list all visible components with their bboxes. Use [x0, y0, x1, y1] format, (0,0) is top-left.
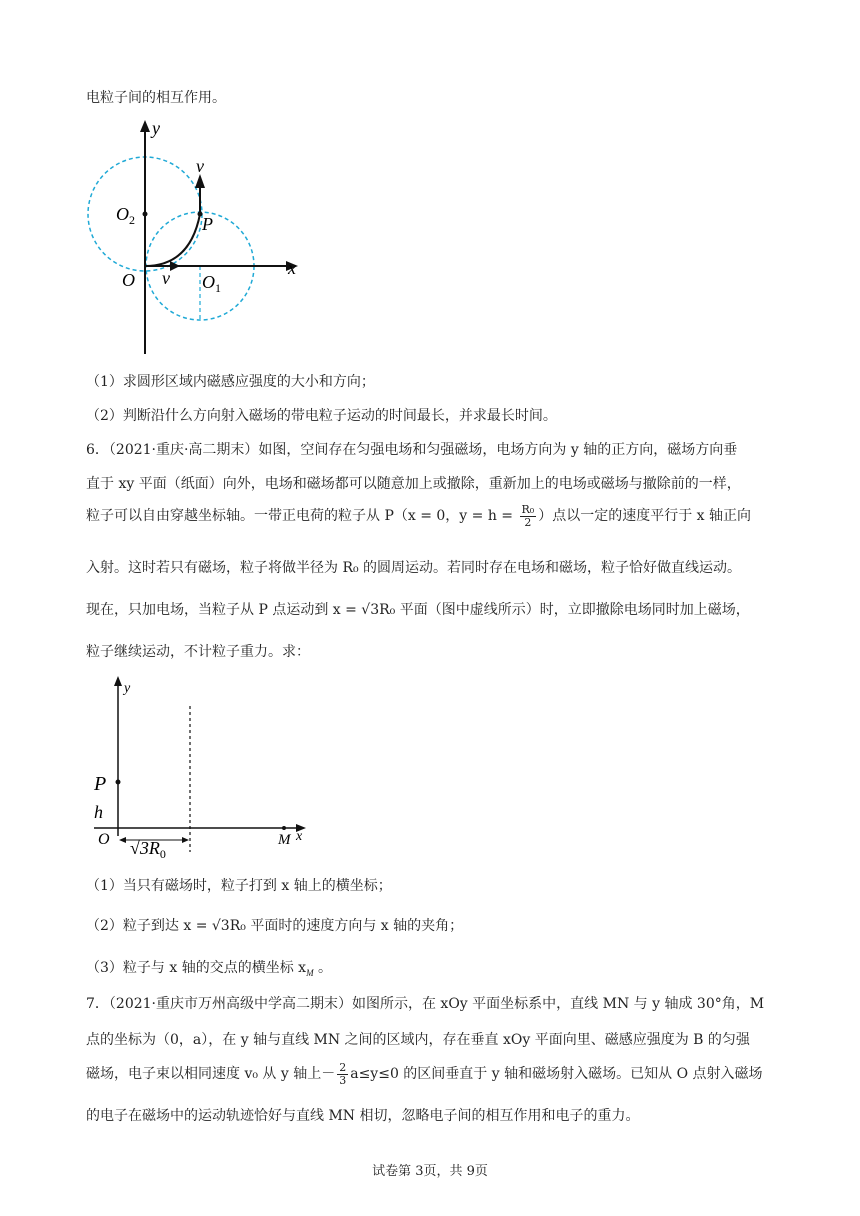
q7-line2: 点的坐标为（0，a），在 y 轴与直线 MN 之间的区域内，存在垂直 xOy 平面向里、磁感应强度为 B 的匀强 — [86, 1032, 750, 1048]
distance-arrow-left — [119, 837, 126, 843]
q6-sub2: （2）粒子到达 x = √3R₀ 平面时的速度方向与 x 轴的夹角； — [86, 918, 464, 934]
label-m: M — [278, 832, 291, 848]
y-arrow-head — [114, 676, 122, 686]
label-x: x — [288, 258, 296, 278]
label-o1: $O_1$ — [202, 272, 221, 295]
point-p — [116, 780, 121, 785]
q6-line5: 现在，只加电场，当粒子从 P 点运动到 x = √3R₀ 平面（图中虚线所示）时，立即撤除电场同时加上磁场， — [86, 602, 750, 618]
distance-arrow-right — [182, 837, 189, 843]
q7-line4: 的电子在磁场中的运动轨迹恰好与直线 MN 相切，忽略电子间的相互作用和电子的重力。 — [86, 1108, 640, 1124]
q6-line3 — [86, 502, 751, 530]
q6-line6: 粒子继续运动，不计粒子重力。求： — [86, 644, 310, 660]
q7-line1: 7．（2021·重庆市万州高级中学高二期末）如图所示，在 xOy 平面坐标系中，直线 MN 与 y 轴成 30°角，M — [86, 996, 765, 1012]
label-x: x — [296, 829, 303, 844]
label-v-top: v — [196, 156, 204, 176]
label-p: P — [94, 773, 107, 795]
continuation-text: 电粒子间的相互作用。 — [86, 90, 226, 106]
q5-sub1: （1）求圆形区域内磁感应强度的大小和方向； — [86, 374, 375, 390]
q6-line3-b: ）点以一定的速度平行于 x 轴正向 — [538, 508, 751, 524]
figure-field-region — [86, 672, 326, 862]
q6-line4: 入射。这时若只有磁场，粒子将做半径为 R₀ 的圆周运动。若同时存在电场和磁场，粒子恰好做直线运动。 — [86, 560, 742, 576]
fraction-r0-over-2: $\frac{\text{R₀}}{2}$ — [521, 502, 535, 529]
label-o: O — [122, 270, 135, 290]
label-p: P — [202, 214, 213, 234]
label-y: y — [124, 681, 131, 696]
fraction-2-over-3: $\frac{2}{3}$ — [339, 1060, 347, 1087]
point-m — [282, 826, 286, 830]
label-distance: $√3R_0$ — [130, 838, 166, 861]
trajectory-arc — [145, 186, 200, 266]
trajectory-arrow-head — [195, 174, 205, 188]
label-v-bottom: v — [162, 268, 170, 288]
q7-line3: 磁场，电子束以相同速度 v₀ 从 y 轴上－ $\frac{2}{3}$ a≤y≤0 的区间垂直于 y 轴和磁场射入磁场。已知从 O 点射入磁场 — [86, 1060, 763, 1087]
label-h: h — [94, 802, 103, 822]
q6-sub1: （1）当只有磁场时，粒子打到 x 轴上的横坐标； — [86, 878, 392, 894]
label-o: O — [98, 831, 110, 848]
q6-sub3: （3）粒子与 x 轴的交点的横坐标 $x_M$ 。 — [86, 960, 333, 978]
q5-sub2: （2）判断沿什么方向射入磁场的带电粒子运动的时间最长，并求最长时间。 — [86, 408, 557, 424]
q6-line3-a: 粒子可以自由穿越坐标轴。一带正电荷的粒子从 P（x = 0，y = h = — [86, 508, 518, 524]
point-o2 — [143, 212, 148, 217]
q6-line2: 直于 xy 平面（纸面）向外，电场和磁场都可以随意加上或撤除，重新加上的电场或磁场与撤除前的一样， — [86, 476, 741, 492]
page-footer: 试卷第 3页，共 9页 — [372, 1164, 488, 1179]
figure-circles — [80, 118, 320, 358]
y-arrow-head — [140, 120, 150, 132]
q6-line1: 6．（2021·重庆·高二期末）如图，空间存在匀强电场和匀强磁场，电场方向为 y 轴的正方向，磁场方向垂 — [86, 442, 738, 458]
label-o2: $O_2$ — [116, 204, 135, 227]
label-y: y — [152, 118, 160, 138]
